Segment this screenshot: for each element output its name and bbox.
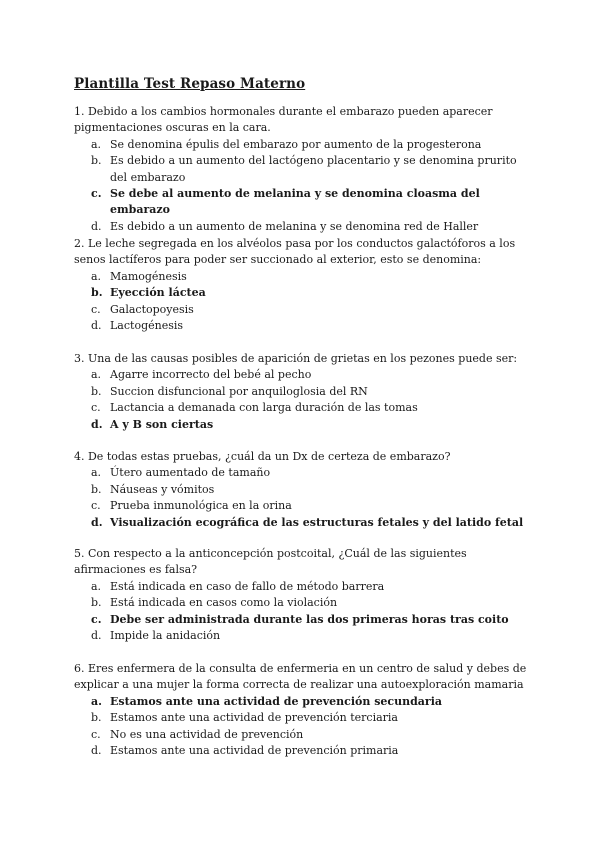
option-text: Está indicada en caso de fallo de método barrera — [110, 579, 385, 593]
option-text: Es debido a un aumento del lactógeno placentario y se denomina prurito del embarazo — [110, 154, 517, 184]
option-a — [74, 579, 534, 595]
option-letter: c. — [91, 302, 101, 316]
option-text: No es una actividad de prevención — [110, 727, 304, 741]
option-b — [74, 482, 534, 498]
question-2 — [74, 236, 534, 334]
option-b — [74, 595, 534, 611]
option-c — [74, 302, 534, 318]
option-letter: b. — [91, 711, 102, 725]
options-list — [74, 694, 534, 760]
option-letter: a. — [91, 694, 102, 708]
question-6 — [74, 661, 534, 759]
option-b — [74, 710, 534, 726]
option-a — [74, 367, 534, 383]
options-list — [74, 579, 534, 645]
question-4 — [74, 449, 534, 531]
option-letter: c. — [91, 612, 102, 626]
option-text: Estamos ante una actividad de prevención terciaria — [110, 711, 398, 725]
option-b-correct — [74, 285, 534, 301]
option-letter: b. — [91, 596, 102, 610]
question-text: 1. Debido a los cambios hormonales durante el embarazo pueden aparecer pigmentaciones oscuras en la cara. — [74, 105, 493, 135]
option-letter: c. — [91, 499, 101, 513]
option-text: Se debe al aumento de melanina y se denomina cloasma del embarazo — [110, 187, 480, 217]
option-c-correct — [74, 612, 534, 628]
question-text: 5. Con respecto a la anticoncepción postcoital, ¿Cuál de las siguientes afirmaciones es falsa? — [74, 547, 467, 577]
option-text: A y B son ciertas — [110, 417, 214, 431]
option-letter: c. — [91, 727, 101, 741]
option-text: Náuseas y vómitos — [110, 482, 215, 496]
question-text: 2. Le leche segregada en los alvéolos pasa por los conductos galactóforos a los senos lactíferos para poder ser succionado al exterior, esto se denomina: — [74, 237, 516, 267]
option-d — [74, 318, 534, 334]
option-letter: b. — [91, 286, 103, 300]
option-text: Eyección láctea — [110, 286, 206, 300]
option-text: Debe ser administrada durante las dos primeras horas tras coito — [110, 612, 509, 626]
option-letter: d. — [91, 515, 103, 529]
option-text: Mamogénesis — [110, 269, 187, 283]
option-text: Impide la anidación — [110, 629, 221, 643]
option-c — [74, 400, 534, 416]
document-title: Plantilla Test Repaso Materno — [74, 76, 306, 92]
option-c-correct — [74, 186, 534, 219]
option-text: Es debido a un aumento de melanina y se denomina red de Haller — [110, 219, 479, 233]
option-letter: d. — [91, 417, 103, 431]
options-list — [74, 367, 534, 433]
question-1 — [74, 104, 534, 235]
option-letter: a. — [91, 368, 102, 382]
option-letter: b. — [91, 154, 102, 168]
option-letter: d. — [91, 744, 102, 758]
option-letter: a. — [91, 269, 102, 283]
options-list — [74, 269, 534, 335]
option-text: Agarre incorrecto del bebé al pecho — [110, 368, 312, 382]
option-letter: b. — [91, 384, 102, 398]
option-b — [74, 384, 534, 400]
question-5 — [74, 546, 534, 644]
option-letter: c. — [91, 187, 102, 201]
option-d-correct — [74, 515, 534, 531]
option-d — [74, 628, 534, 644]
option-text: Visualización ecográfica de las estructuras fetales y del latido fetal — [110, 515, 524, 529]
question-3 — [74, 351, 534, 433]
option-text: Estamos ante una actividad de prevención secundaria — [110, 694, 443, 708]
option-letter: d. — [91, 629, 102, 643]
option-letter: a. — [91, 137, 102, 151]
option-text: Galactopoyesis — [110, 302, 194, 316]
option-letter: d. — [91, 319, 102, 333]
question-text: 6. Eres enfermera de la consulta de enfermeria en un centro de salud y debes de explicar a una mujer la forma correcta de realizar una autoexploración mamaria — [74, 662, 527, 692]
option-d-correct — [74, 417, 534, 433]
option-letter: a. — [91, 579, 102, 593]
option-text: Se denomina épulis del embarazo por aumento de la progesterona — [110, 137, 482, 151]
options-list — [74, 465, 534, 531]
options-list — [74, 137, 534, 235]
option-text: Útero aumentado de tamaño — [110, 466, 271, 480]
option-text: Lactancia a demanada con larga duración de las tomas — [110, 401, 418, 415]
option-text: Succion disfuncional por anquiloglosia del RN — [110, 384, 368, 398]
option-d — [74, 219, 534, 235]
option-letter: c. — [91, 401, 101, 415]
option-letter: d. — [91, 219, 102, 233]
option-c — [74, 727, 534, 743]
option-text: Prueba inmunológica en la orina — [110, 499, 292, 513]
option-text: Está indicada en casos como la violación — [110, 596, 338, 610]
option-text: Estamos ante una actividad de prevención primaria — [110, 744, 399, 758]
option-a — [74, 465, 534, 481]
option-a — [74, 137, 534, 153]
option-a-correct — [74, 694, 534, 710]
option-a — [74, 269, 534, 285]
option-text: Lactogénesis — [110, 319, 184, 333]
question-text: 4. De todas estas pruebas, ¿cuál da un Dx de certeza de embarazo? — [74, 450, 451, 463]
option-letter: b. — [91, 482, 102, 496]
option-letter: a. — [91, 466, 102, 480]
option-d — [74, 743, 534, 759]
question-text: 3. Una de las causas posibles de aparición de grietas en los pezones puede ser: — [74, 352, 518, 365]
option-b — [74, 153, 534, 186]
option-c — [74, 498, 534, 514]
